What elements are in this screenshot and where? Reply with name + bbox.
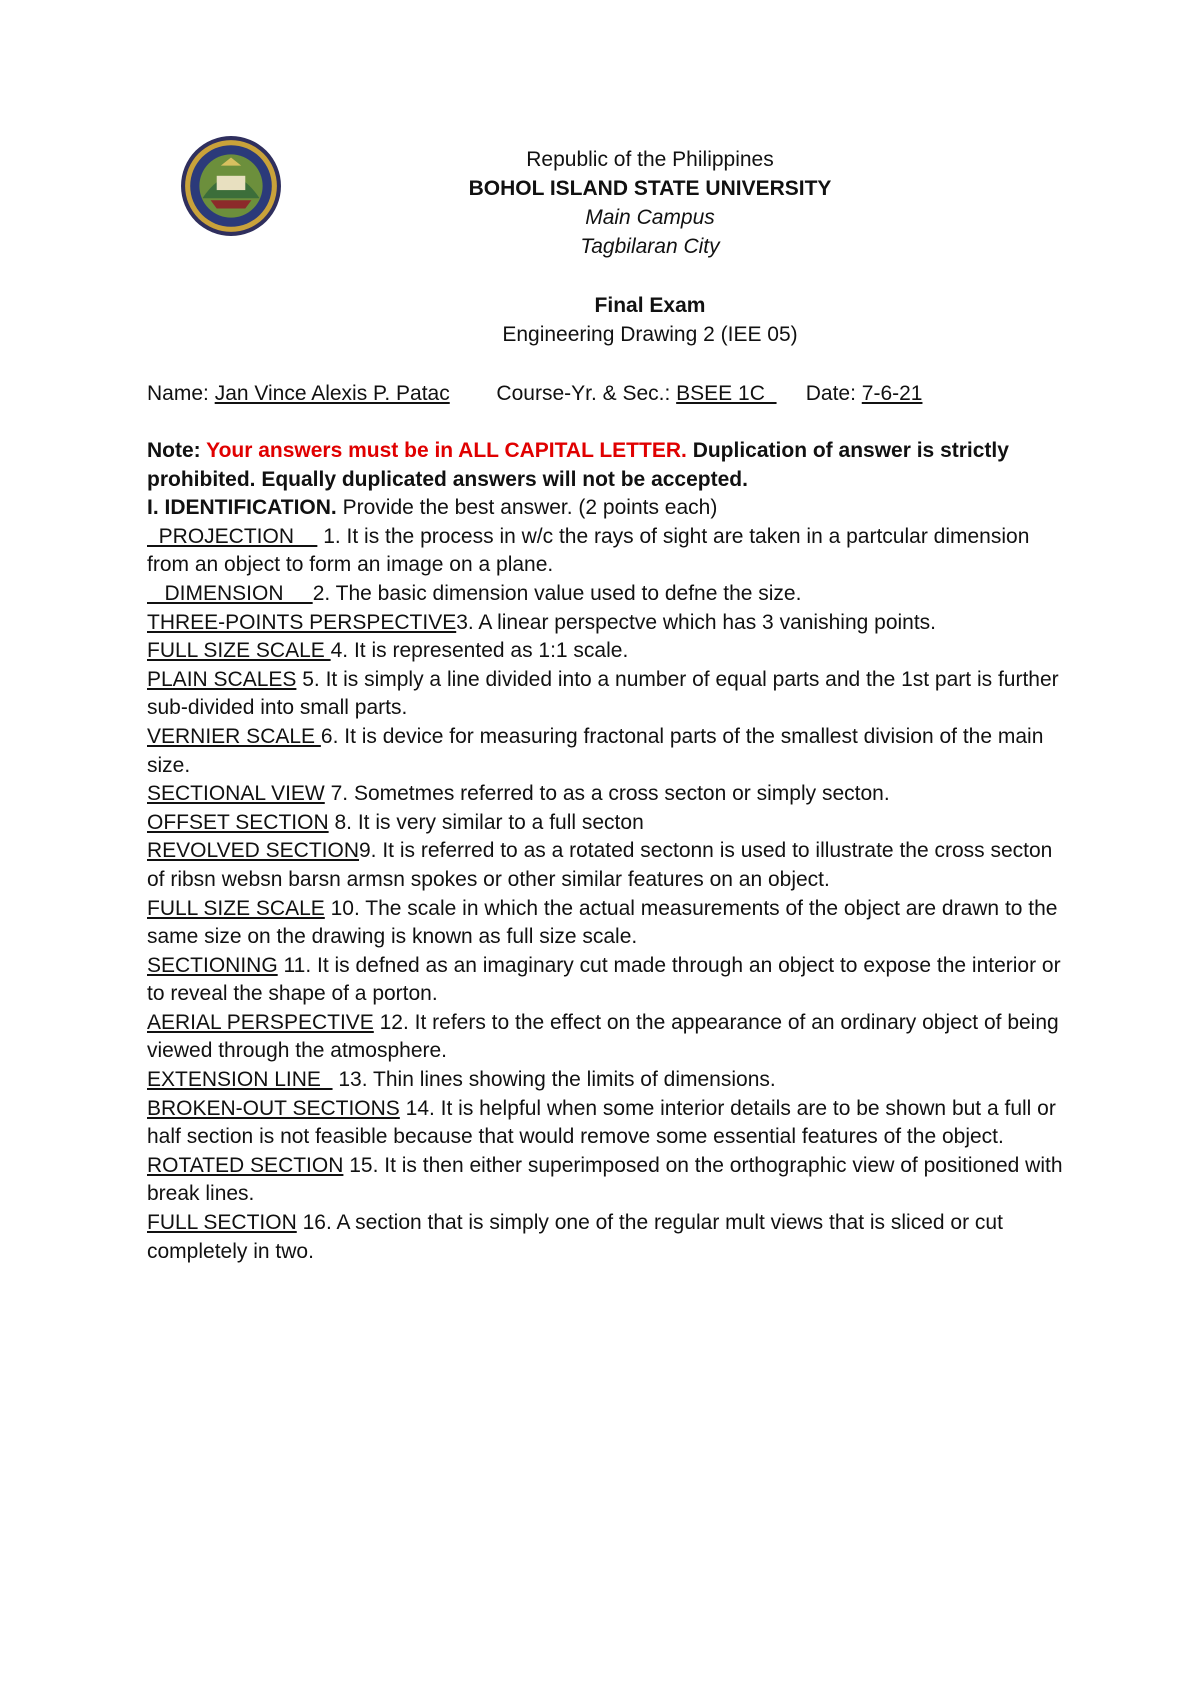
answer-text: BROKEN-OUT SECTIONS	[147, 1096, 400, 1120]
question-item	[147, 723, 1067, 780]
identification-items	[147, 523, 1067, 1266]
answer-text: THREE-POINTS PERSPECTIVE	[147, 610, 457, 634]
section-title: I. IDENTIFICATION.	[147, 496, 337, 520]
answer-text: FULL SECTION	[147, 1211, 297, 1235]
date-value: 7-6-21	[861, 382, 923, 405]
note-paragraph	[147, 437, 1067, 494]
answer-text: FULL SIZE SCALE	[147, 896, 325, 920]
question-text: 3. A linear perspectve which has 3 vanishing points.	[456, 610, 937, 634]
question-text: 11. It is defned as an imaginary cut made through an object to expose the interior or to reveal the shape of a porton.	[147, 953, 1061, 1006]
question-text: 16. A section that is simply one of the regular mult views that is sliced or cut completely in two.	[147, 1211, 1003, 1263]
name-label: Name:	[147, 382, 215, 405]
student-info-line	[147, 382, 922, 406]
question-item	[147, 1095, 1067, 1152]
exam-title: Final Exam	[594, 294, 706, 317]
institution-header	[300, 145, 1000, 261]
answer-text: PLAIN SCALES	[147, 667, 297, 691]
question-text: 6. It is device for measuring fractonal parts of the smallest division of the main size.	[147, 724, 1044, 777]
exam-heading	[300, 291, 1000, 349]
question-item	[147, 666, 1067, 723]
answer-text: PROJECTION	[147, 524, 318, 548]
name-value: Jan Vince Alexis P. Patac	[214, 382, 450, 405]
answer-text: ROTATED SECTION	[147, 1153, 344, 1177]
question-item	[147, 580, 1067, 609]
question-text: 5. It is simply a line divided into a number of equal parts and the 1st part is further sub-divided into small parts.	[147, 667, 1059, 720]
question-item	[147, 1209, 1067, 1266]
note-rest: Duplication of answer is strictly prohibited. Equally duplicated answers will not be accepted.	[147, 439, 1009, 491]
question-text: 9. It is referred to as a rotated sectonn is used to illustrate the cross secton of ribsn websn barsn armsn spokes or other similar features on an object.	[147, 839, 1053, 891]
answer-text: REVOLVED SECTION	[147, 839, 359, 863]
question-text: 2. The basic dimension value used to defne the size.	[312, 581, 802, 605]
campus-line: Main Campus	[585, 206, 715, 229]
exam-subject: Engineering Drawing 2 (IEE 05)	[502, 323, 798, 346]
answer-text: SECTIONING	[147, 953, 278, 977]
question-item	[147, 637, 1067, 666]
section-instruction: Provide the best answer. (2 points each)	[336, 496, 718, 520]
question-item	[147, 780, 1067, 809]
question-text: 13. Thin lines showing the limits of dimensions.	[332, 1068, 776, 1092]
question-item	[147, 952, 1067, 1009]
city-line: Tagbilaran City	[580, 235, 720, 258]
question-text: 1. It is the process in w/c the rays of sight are taken in a partcular dimension from an object to form an image on a plane.	[147, 524, 1030, 577]
question-text: 12. It refers to the effect on the appearance of an ordinary object of being viewed through the atmosphere.	[147, 1010, 1059, 1063]
section-heading	[147, 494, 1067, 523]
answer-text: OFFSET SECTION	[147, 810, 329, 834]
question-item	[147, 1009, 1067, 1066]
exam-body	[147, 437, 1067, 1266]
question-text: 10. The scale in which the actual measurements of the object are drawn to the same size on the drawing is known as full size scale.	[147, 896, 1058, 949]
question-text: 15. It is then either superimposed on the orthographic view of positioned with break lines.	[147, 1153, 1063, 1206]
question-text: 7. Sometmes referred to as a cross secton or simply secton.	[324, 782, 890, 806]
question-item	[147, 809, 1067, 838]
note-label: Note:	[147, 439, 207, 462]
answer-text: FULL SIZE SCALE	[147, 639, 331, 663]
university-name: BOHOL ISLAND STATE UNIVERSITY	[468, 177, 832, 200]
question-text: 14. It is helpful when some interior details are to be shown but a full or half section is not feasible because that would remove some essential features of the object.	[147, 1096, 1056, 1149]
answer-text: AERIAL PERSPECTIVE	[147, 1010, 374, 1034]
question-item	[147, 1066, 1067, 1095]
note-red-text: Your answers must be in ALL CAPITAL LETTER.	[206, 439, 687, 462]
answer-text: VERNIER SCALE	[147, 724, 321, 748]
question-item	[147, 895, 1067, 952]
republic-line: Republic of the Philippines	[526, 148, 774, 171]
course-value: BSEE 1C	[676, 382, 777, 405]
date-label: Date:	[805, 382, 862, 405]
question-item	[147, 523, 1067, 580]
question-text: 8. It is very similar to a full secton	[328, 810, 644, 834]
question-text: 4. It is represented as 1:1 scale.	[330, 639, 629, 663]
course-label: Course-Yr. & Sec.:	[496, 382, 677, 405]
answer-text: EXTENSION LINE	[147, 1068, 333, 1092]
answer-text: DIMENSION	[147, 581, 313, 605]
answer-text: SECTIONAL VIEW	[147, 782, 325, 806]
question-item	[147, 609, 1067, 638]
university-seal-icon	[180, 135, 282, 237]
question-item	[147, 837, 1067, 894]
question-item	[147, 1152, 1067, 1209]
